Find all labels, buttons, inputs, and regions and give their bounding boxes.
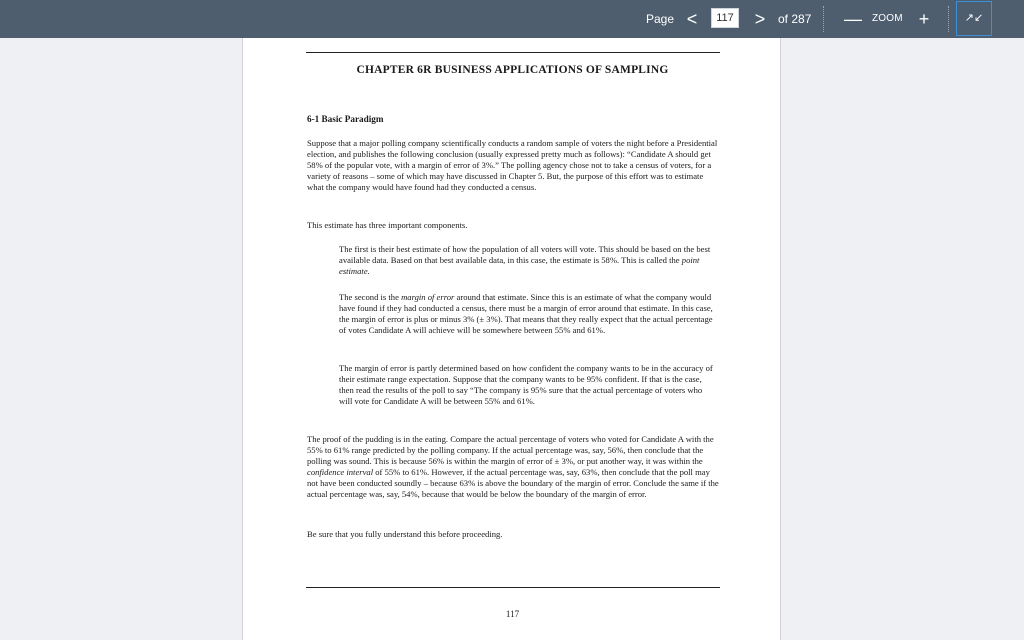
- text-run: around that estimate. Since this is an estimate of what the company would have found if they had conducted a census, there must be a margin of error around that estimate. In this case, the margin of error is plus or minus 3% (± 3%). That means that they really expect that the actual percentage of votes Candidate A will achieve will be somewhere between 55% and 61%.: [339, 292, 713, 336]
- zoom-label: ZOOM: [872, 13, 903, 24]
- toolbar-divider: [823, 6, 824, 32]
- term-margin-of-error: margin of error: [401, 292, 455, 302]
- paragraph-intro: Suppose that a major polling company scientifically conducts a random sample of voters the night before a Presidential election, and publishes the following conclusion (usually expressed pretty much as follows): “Candidate A should get 58% of the popular vote, with a margin of error of 3%.” The polling agency chose not to take a census of voters, for a variety of reasons – some of which may have discussed in Chapter 5. But, the purpose of this effort was to estimate what the company would have found had they conducted a census.: [307, 138, 718, 193]
- page-total-label: of 287: [778, 12, 812, 26]
- previous-page-button[interactable]: <: [686, 9, 698, 29]
- exit-fullscreen-button[interactable]: [956, 1, 992, 36]
- paragraph-point-estimate: [339, 244, 713, 277]
- term-confidence-interval: confidence interval: [307, 467, 374, 478]
- text-run: The first is their best estimate of how the population of all voters will vote. This should be based on the best available data. Based on that best available data, in this case, the estimate is 58%. This is called the: [339, 244, 711, 266]
- page-label: Page: [646, 12, 675, 26]
- term-point-estimate: point estimate.: [339, 255, 700, 277]
- paragraph-closing: Be sure that you fully understand this before proceeding.: [307, 529, 503, 539]
- page-number-input[interactable]: [711, 8, 739, 28]
- pdf-toolbar: [0, 0, 1024, 38]
- section-heading: 6-1 Basic Paradigm: [307, 114, 384, 124]
- chapter-title: CHAPTER 6R BUSINESS APPLICATIONS OF SAMPLING: [356, 64, 669, 76]
- footer-rule: [306, 587, 720, 588]
- header-rule: [306, 52, 720, 53]
- collapse-icon: ↗↙: [964, 12, 984, 24]
- next-page-button[interactable]: >: [754, 9, 766, 29]
- document-page: [242, 38, 781, 640]
- zoom-in-button[interactable]: +: [918, 9, 930, 29]
- paragraph-components: This estimate has three important components.: [307, 220, 468, 230]
- text-run: of 55% to 61%. However, if the actual percentage was, say, 63%, then conclude that the poll may not have been conducted soundly – because 63% is above the boundary of the margin of error. Conclude the same if the actual percentage was, say, 54%, because that would be below the boundary of the margin of error.: [307, 467, 719, 500]
- toolbar-divider: [948, 6, 949, 32]
- text-run: The second is the: [339, 292, 402, 302]
- paragraph-confidence: The margin of error is partly determined based on how confident the company wants to be in the accuracy of their estimate range expectation. Suppose that the company wants to be 95% confident. If that is the case, then read the results of the poll to say “The company is 95% sure that the actual percentage of voters who will vote for Candidate A will be between 55% and 61%.: [339, 363, 713, 407]
- text-run: The proof of the pudding is in the eating. Compare the actual percentage of voters who voted for Candidate A with the 55% to 61% range predicted by the polling company. If the actual percentage was, say, 56%, then conclude that the polling was sound. This is because 56% is within the margin of error of ± 3%, or put another way, it was within the: [307, 434, 714, 467]
- paragraph-margin-of-error: [339, 292, 713, 336]
- paragraph-proof: [307, 434, 719, 501]
- zoom-out-button[interactable]: —: [844, 9, 862, 29]
- page-number: 117: [505, 609, 520, 619]
